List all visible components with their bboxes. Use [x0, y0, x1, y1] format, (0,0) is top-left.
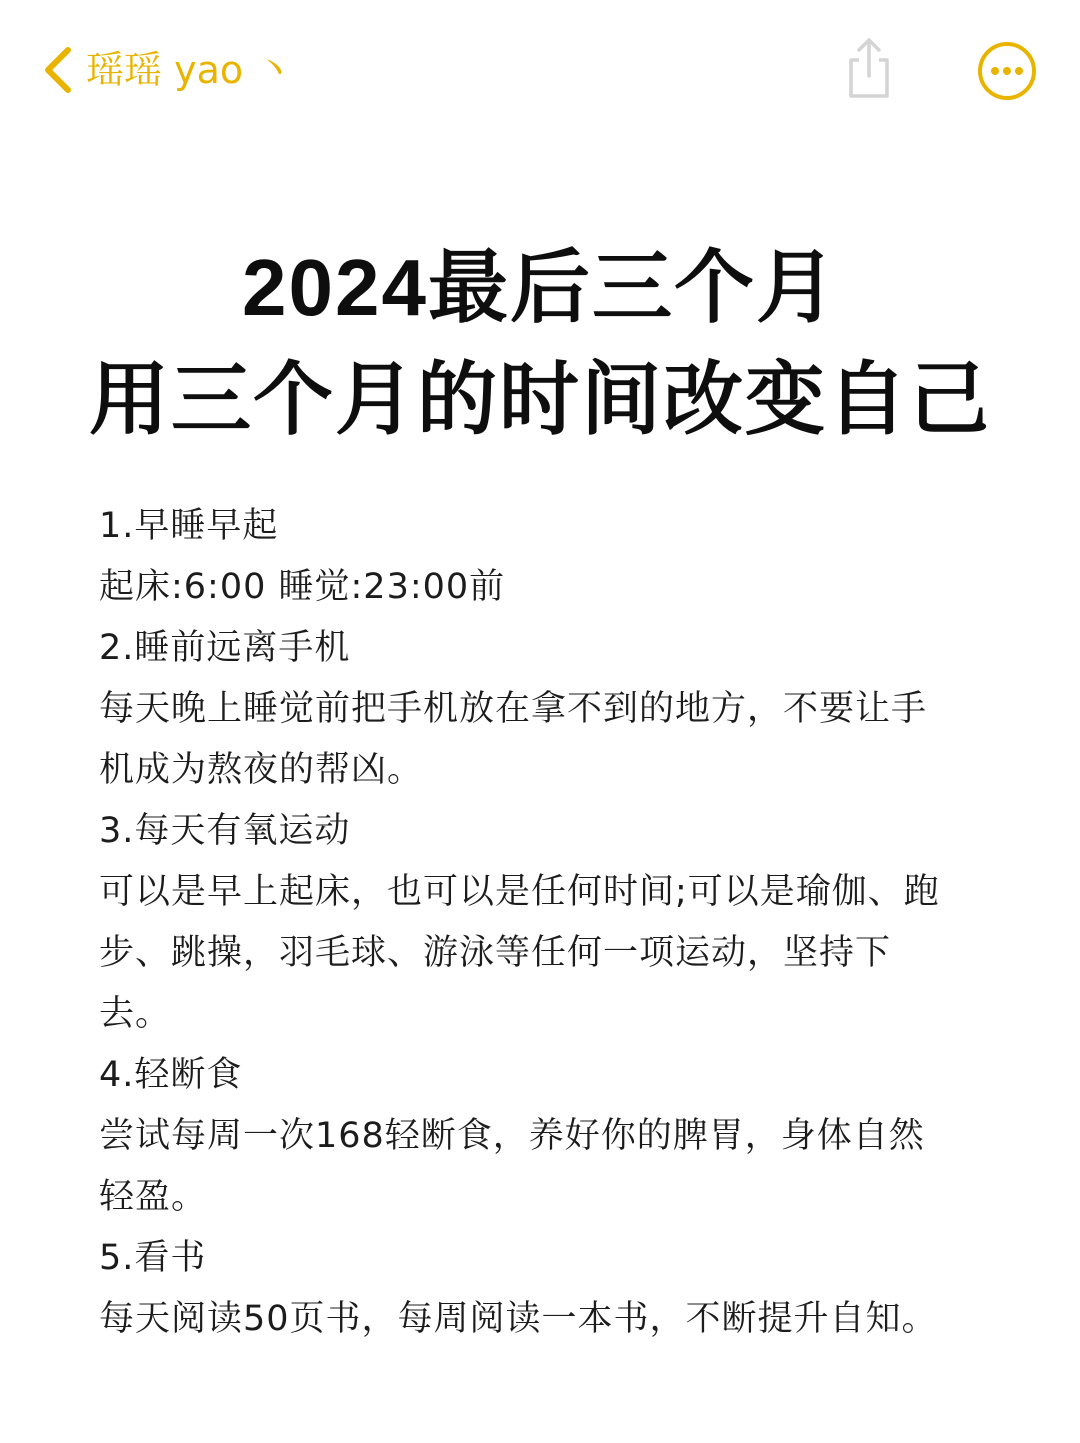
body-line: 去。	[99, 994, 172, 1034]
share-icon	[843, 36, 895, 100]
body-line: 2.睡前远离手机	[99, 628, 351, 668]
body-line: 每天晚上睡觉前把手机放在拿不到的地方，不要让手	[99, 689, 928, 729]
body-line: 机成为熬夜的帮凶。	[99, 750, 424, 790]
body-line: 3.每天有氧运动	[99, 811, 351, 851]
author-name[interactable]: 瑶瑶 yao 丶	[86, 48, 294, 92]
body-line: 每天阅读50页书，每周阅读一本书，不断提升自知。	[99, 1299, 938, 1339]
body-line: 步、跳操，羽毛球、游泳等任何一项运动，坚持下	[99, 933, 892, 973]
top-nav-bar	[0, 0, 1080, 140]
title-line-2: 用三个月的时间改变自己	[89, 355, 991, 444]
body-line: 轻盈。	[99, 1177, 208, 1217]
body-line: 1.早睡早起	[99, 506, 279, 546]
body-line: 5.看书	[99, 1238, 207, 1278]
share-button[interactable]	[836, 32, 902, 104]
body-line: 可以是早上起床，也可以是任何时间;可以是瑜伽、跑	[99, 872, 940, 912]
more-dots-icon	[976, 40, 1038, 102]
title-line-1: 2024最后三个月	[242, 243, 838, 332]
more-button[interactable]	[976, 40, 1038, 102]
chevron-left-icon	[38, 44, 78, 96]
back-button[interactable]	[28, 40, 88, 100]
body-line: 起床:6:00 睡觉:23:00前	[99, 567, 506, 607]
note-title	[0, 232, 1080, 456]
note-body	[99, 496, 979, 1350]
body-line: 尝试每周一次168轻断食，养好你的脾胃，身体自然	[99, 1116, 925, 1156]
body-line: 4.轻断食	[99, 1055, 243, 1095]
